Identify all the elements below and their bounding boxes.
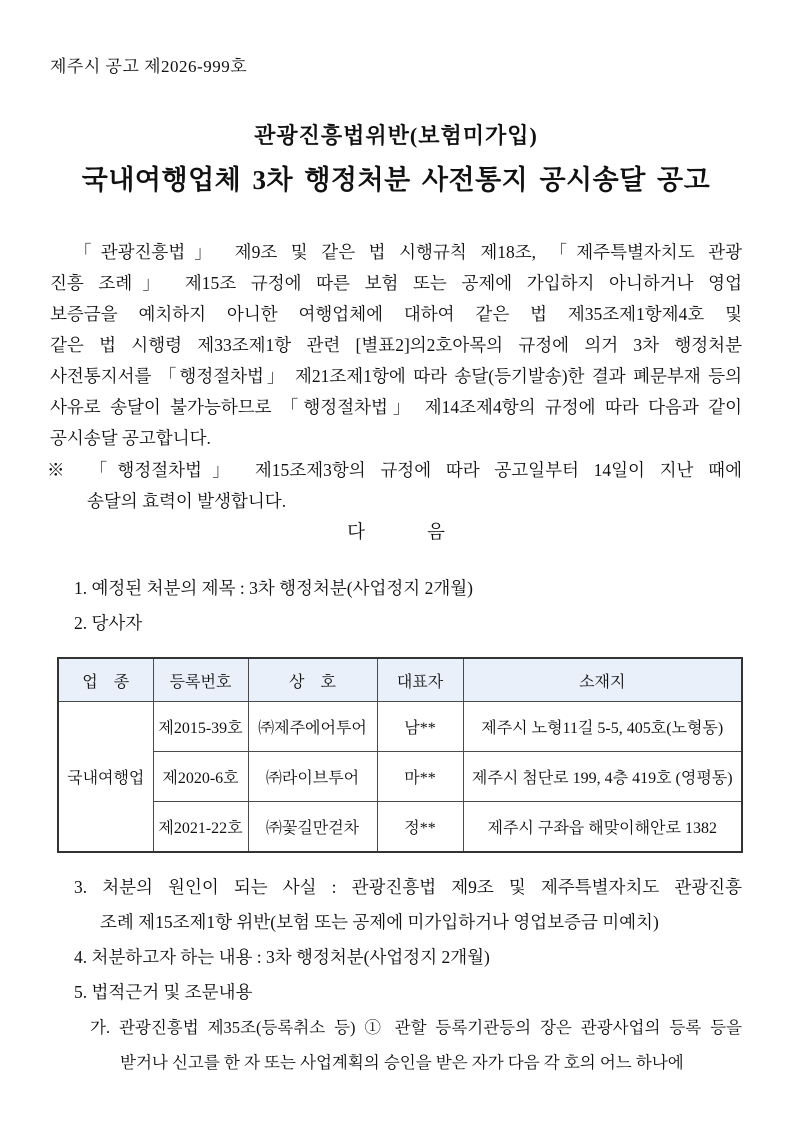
notice-number: 제주시 공고 제2026-999호 [50,57,248,76]
representative-cell: 마** [377,752,463,802]
header-name: 상 호 [248,658,377,702]
reg-no-cell: 제2015-39호 [153,702,248,752]
document-title: 국내여행업체 3차 행정처분 사전통지 공시송달 공고 [81,165,711,195]
representative-cell: 남** [377,702,463,752]
company-name-cell: ㈜라이브투어 [248,752,377,802]
header-rep: 대표자 [377,658,463,702]
note-line: 송달의 효력이 발생합니다. [87,491,287,511]
document-subtitle: 관광진흥법위반(보험미가입) [254,123,538,148]
note-line: ※ 「행정절차법」 제15조제3항의 규정에 따라 공고일부터 14일이 지난 때에 [47,460,742,480]
table-row [58,802,742,853]
header-reg-no: 등록번호 [153,658,248,702]
table-header-row [58,658,742,702]
paragraph-line: 공시송달 공고합니다. [50,428,211,448]
item-cause-fact: 3. 처분의 원인이 되는 사실 : 관광진흥법 제9조 및 제주특별자치도 관광진흥 [74,877,742,897]
effectiveness-note [47,455,742,517]
item-parties: 2. 당사자 [74,613,143,633]
paragraph-line: 「관광진흥법」 제9조 및 같은 법 시행규칙 제18조, 「제주특별자치도 관광 [74,242,742,262]
item-disposition-content: 4. 처분하고자 하는 내용 : 3차 행정처분(사업정지 2개월) [74,947,490,967]
item-legal-basis-detail-continued: 받거나 신고를 한 자 또는 사업계획의 승인을 받은 자가 다음 각 호의 어느 하나에 [120,1053,684,1072]
numbered-items [50,571,742,641]
company-name-cell: ㈜꽃길만걷차 [248,802,377,853]
item-planned-disposition: 1. 예정된 처분의 제목 : 3차 행정처분(사업정지 2개월) [74,578,473,598]
paragraph-line: 진흥 조례」 제15조 규정에 따른 보험 또는 공제에 가입하지 아니하거나 영업 [50,273,742,293]
paragraph-line: 같은 법 시행령 제33조제1항 관련 [별표2]의2호아목의 규정에 의거 3차 행정처분 [50,335,742,355]
company-name-cell: ㈜제주에어투어 [248,702,377,752]
header-industry: 업 종 [58,658,153,702]
divider-char: 다 [347,523,365,543]
header-address: 소재지 [463,658,742,702]
address-cell: 제주시 구좌읍 해맞이해안로 1382 [463,802,742,853]
numbered-items-bottom [50,870,742,1080]
paragraph-line: 사유로 송달이 불가능하므로 「행정절차법」 제14조제4항의 규정에 따라 다음과 같이 [50,397,742,417]
intro-paragraph [50,237,742,454]
paragraph-line: 보증금을 예치하지 아니한 여행업체에 대하여 같은 법 제35조제1항제4호 및 [50,304,742,324]
item-cause-fact-continued: 조례 제15조제1항 위반(보험 또는 공제에 미가입하거나 영업보증금 미예치) [100,912,659,932]
daeum-divider [50,518,742,549]
item-legal-basis: 5. 법적근거 및 조문내용 [74,982,253,1002]
address-cell: 제주시 노형11길 5-5, 405호(노형동) [463,702,742,752]
divider-char: 음 [427,523,445,543]
representative-cell: 정** [377,802,463,853]
industry-cell: 국내여행업 [58,702,153,853]
reg-no-cell: 제2020-6호 [153,752,248,802]
table-row [58,702,742,752]
title-block [50,119,742,197]
table-row [58,752,742,802]
reg-no-cell: 제2021-22호 [153,802,248,853]
item-legal-basis-detail: 가. 관광진흥법 제35조(등록취소 등) ① 관할 등록기관등의 장은 관광사업의 등록 등을 [90,1018,742,1037]
address-cell: 제주시 첨단로 199, 4층 419호 (영평동) [463,752,742,802]
parties-table [57,657,743,853]
paragraph-line: 사전통지서를 「행정절차법」 제21조제1항에 따라 송달(등기발송)한 결과 폐문부재 등의 [50,366,742,386]
